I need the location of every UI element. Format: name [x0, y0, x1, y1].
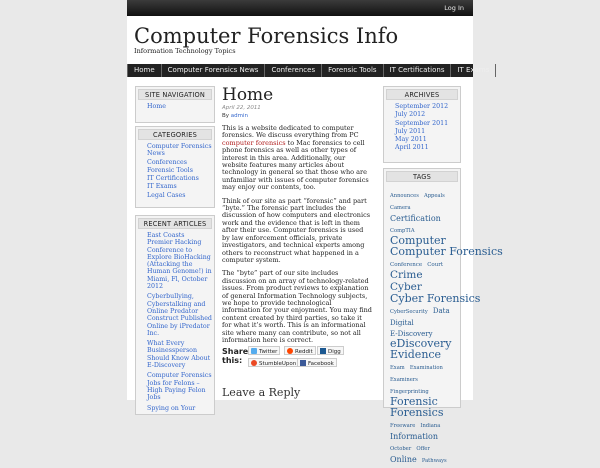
recent-articles-widget	[135, 215, 215, 415]
tag-link[interactable]: Forensic	[390, 395, 438, 408]
reddit-icon	[287, 348, 293, 354]
post-paragraph-2: Think of our site as part “forensic” and part “byte.” The forensic part includes the discussion of how computers and electronics work and the evidence that is left in them after their use. Computer forensics is used by law enforcement officials, private investigators, and technical experts among others to reconstruct what happened in a computer system.	[222, 196, 371, 264]
nav-item-it-exams[interactable]: IT Exams	[451, 64, 496, 77]
tag-link[interactable]: Court	[427, 262, 444, 268]
digg-icon	[320, 348, 326, 354]
tag-link[interactable]: Freeware	[390, 423, 416, 429]
widget-title: TAGS	[386, 171, 458, 182]
category-link[interactable]: Legal Cases	[147, 191, 186, 199]
recent-article-link[interactable]: What Every Businessperson Should Know About E-Discovery	[147, 340, 211, 370]
login-link[interactable]: Log In	[444, 4, 464, 12]
category-link[interactable]: IT Certifications	[147, 175, 199, 183]
facebook-icon	[300, 360, 306, 366]
tag-link[interactable]: Certification	[390, 214, 441, 223]
tag-link[interactable]: Examiners	[390, 377, 418, 383]
main-content	[222, 85, 372, 399]
tag-link[interactable]: Computer	[390, 234, 446, 247]
widget-title: ARCHIVES	[386, 89, 458, 100]
share-button-label: Digg	[328, 349, 341, 355]
tag-link[interactable]: October	[390, 446, 412, 452]
site-description: Information Technology Topics	[134, 47, 236, 55]
tag-link[interactable]: Cyber	[390, 281, 422, 293]
share-reddit-button[interactable]	[284, 346, 316, 355]
category-link[interactable]: Computer Forensics News	[147, 143, 212, 158]
byline-prefix: By	[222, 113, 230, 119]
share-button-label: Facebook	[308, 361, 334, 367]
share-stumbleupon-button[interactable]	[248, 358, 299, 367]
tag-link[interactable]: Digital	[390, 319, 414, 327]
tag-link[interactable]: Evidence	[390, 348, 442, 361]
tag-link[interactable]: eDiscovery	[390, 337, 452, 350]
tag-link[interactable]: Data	[432, 307, 450, 315]
nav-item-computer-forensics-news[interactable]: Computer Forensics News	[162, 64, 266, 77]
tag-link[interactable]: Offer	[416, 446, 430, 452]
share-digg-button[interactable]	[317, 346, 344, 355]
tag-link[interactable]: Online	[390, 455, 417, 464]
category-link[interactable]: IT Exams	[147, 183, 177, 191]
tags-widget	[383, 168, 503, 464]
tag-link[interactable]: E-Discovery	[390, 330, 433, 338]
archive-link[interactable]: September 2012	[395, 103, 449, 110]
tag-link[interactable]: Exam	[390, 365, 405, 371]
archive-link[interactable]: September 2011	[395, 119, 449, 127]
share-button-label: Reddit	[295, 349, 313, 355]
tag-link[interactable]: Crime	[390, 269, 423, 281]
tag-link[interactable]: Examination	[409, 365, 443, 371]
archives-list	[386, 103, 458, 153]
widget-title: SITE NAVIGATION	[138, 89, 212, 100]
widget-title: RECENT ARTICLES	[138, 218, 212, 229]
post-paragraph-3: The “byte” part of our site includes discussion on an array of technology-related issues. From product reviews to explanation of general Information Technology subjects, we hope to provide technological information for your enjoyment. You may find content created by third parties, so take it for what it’s worth. This is an informational site where many can contribute, so not all information here is correct.	[222, 269, 372, 344]
stumbleupon-icon	[251, 360, 257, 366]
recent-articles-list	[138, 232, 212, 415]
tag-link[interactable]: Appeals	[423, 193, 445, 199]
share-button-label: StumbleUpon	[259, 361, 297, 367]
site-nav-home-link[interactable]: Home	[147, 103, 166, 110]
post-date: April 22, 2011	[222, 105, 261, 111]
tag-link[interactable]: Information	[390, 432, 439, 441]
paragraph-text: This is a website dedicated to computer forensics. We discuss everything from PC	[222, 124, 359, 140]
nav-item-conferences[interactable]: Conferences	[265, 64, 322, 77]
categories-widget	[135, 126, 215, 208]
share-label: Share this:	[222, 347, 249, 365]
recent-article-link[interactable]: Cyberbullying, Cyberstalking and Online Predator Construct Published Online by iPredator Inc.	[147, 293, 212, 337]
tag-link[interactable]: Conference	[390, 262, 423, 268]
top-bar	[127, 0, 473, 16]
tag-link[interactable]: Computer Forensics	[390, 245, 503, 258]
post-byline	[222, 113, 372, 119]
nav-item-it-certifications[interactable]: IT Certifications	[384, 64, 452, 77]
categories-list	[138, 143, 212, 200]
tag-cloud	[386, 185, 503, 468]
recent-article-link[interactable]: Computer Forensics Jobs for Felons – High Paying Felon Jobs	[147, 372, 212, 402]
share-twitter-button[interactable]	[248, 346, 280, 355]
computer-forensics-link[interactable]: computer forensics	[222, 138, 286, 147]
nav-item-home[interactable]: Home	[127, 64, 162, 77]
leave-reply-heading: Leave a Reply	[222, 386, 301, 399]
archive-link[interactable]: April 2011	[395, 144, 429, 152]
nav-item-forensic-tools[interactable]: Forensic Tools	[322, 64, 383, 77]
tag-link[interactable]: CompTIA	[390, 228, 415, 234]
site-navigation-widget	[135, 86, 215, 123]
post-title[interactable]: Home	[222, 85, 274, 105]
tag-link[interactable]: Forensics	[390, 406, 444, 419]
tag-link[interactable]: CyberSecurity	[390, 309, 428, 315]
archives-widget	[383, 86, 461, 163]
main-navigation	[127, 64, 490, 77]
tag-link[interactable]: Camera	[390, 205, 411, 211]
archive-link[interactable]: May 2011	[395, 136, 427, 144]
site-title[interactable]: Computer Forensics Info	[134, 24, 399, 48]
category-link[interactable]: Conferences	[147, 158, 187, 166]
share-section	[222, 345, 372, 375]
archive-link[interactable]: July 2011	[395, 127, 426, 135]
tag-link[interactable]: Pathways	[421, 458, 447, 464]
archive-link[interactable]: July 2012	[395, 111, 426, 119]
author-link[interactable]: admin	[230, 113, 249, 119]
share-facebook-button[interactable]	[297, 358, 337, 367]
category-link[interactable]: Forensic Tools	[147, 166, 193, 174]
recent-article-link[interactable]: East Coasts Premier Hacking Conference to Explore BioHacking (Attacking the Human Genome!) in Miami, Fl, October 2012	[147, 232, 212, 291]
post-paragraph-1	[222, 125, 372, 192]
page-container	[127, 0, 503, 464]
paragraph-text: to Mac forensics to cell phone forensics as well as other types of interest in this area. Additionally, our website features many articles about technology in general so that those who are unfamiliar with issues of computer forensics may enjoy our contents, too.	[222, 138, 369, 192]
tag-link[interactable]: Announces	[390, 193, 419, 199]
widget-title: CATEGORIES	[138, 129, 212, 140]
site-navigation-list	[138, 103, 212, 111]
tag-link[interactable]: Fingerprinting	[390, 389, 429, 395]
tag-link[interactable]: Indiana	[420, 423, 441, 429]
twitter-icon	[251, 348, 257, 354]
tag-link[interactable]: Cyber Forensics	[390, 292, 481, 305]
recent-article-link[interactable]: Spying on Your	[147, 404, 196, 412]
share-button-label: Twitter	[259, 349, 278, 355]
